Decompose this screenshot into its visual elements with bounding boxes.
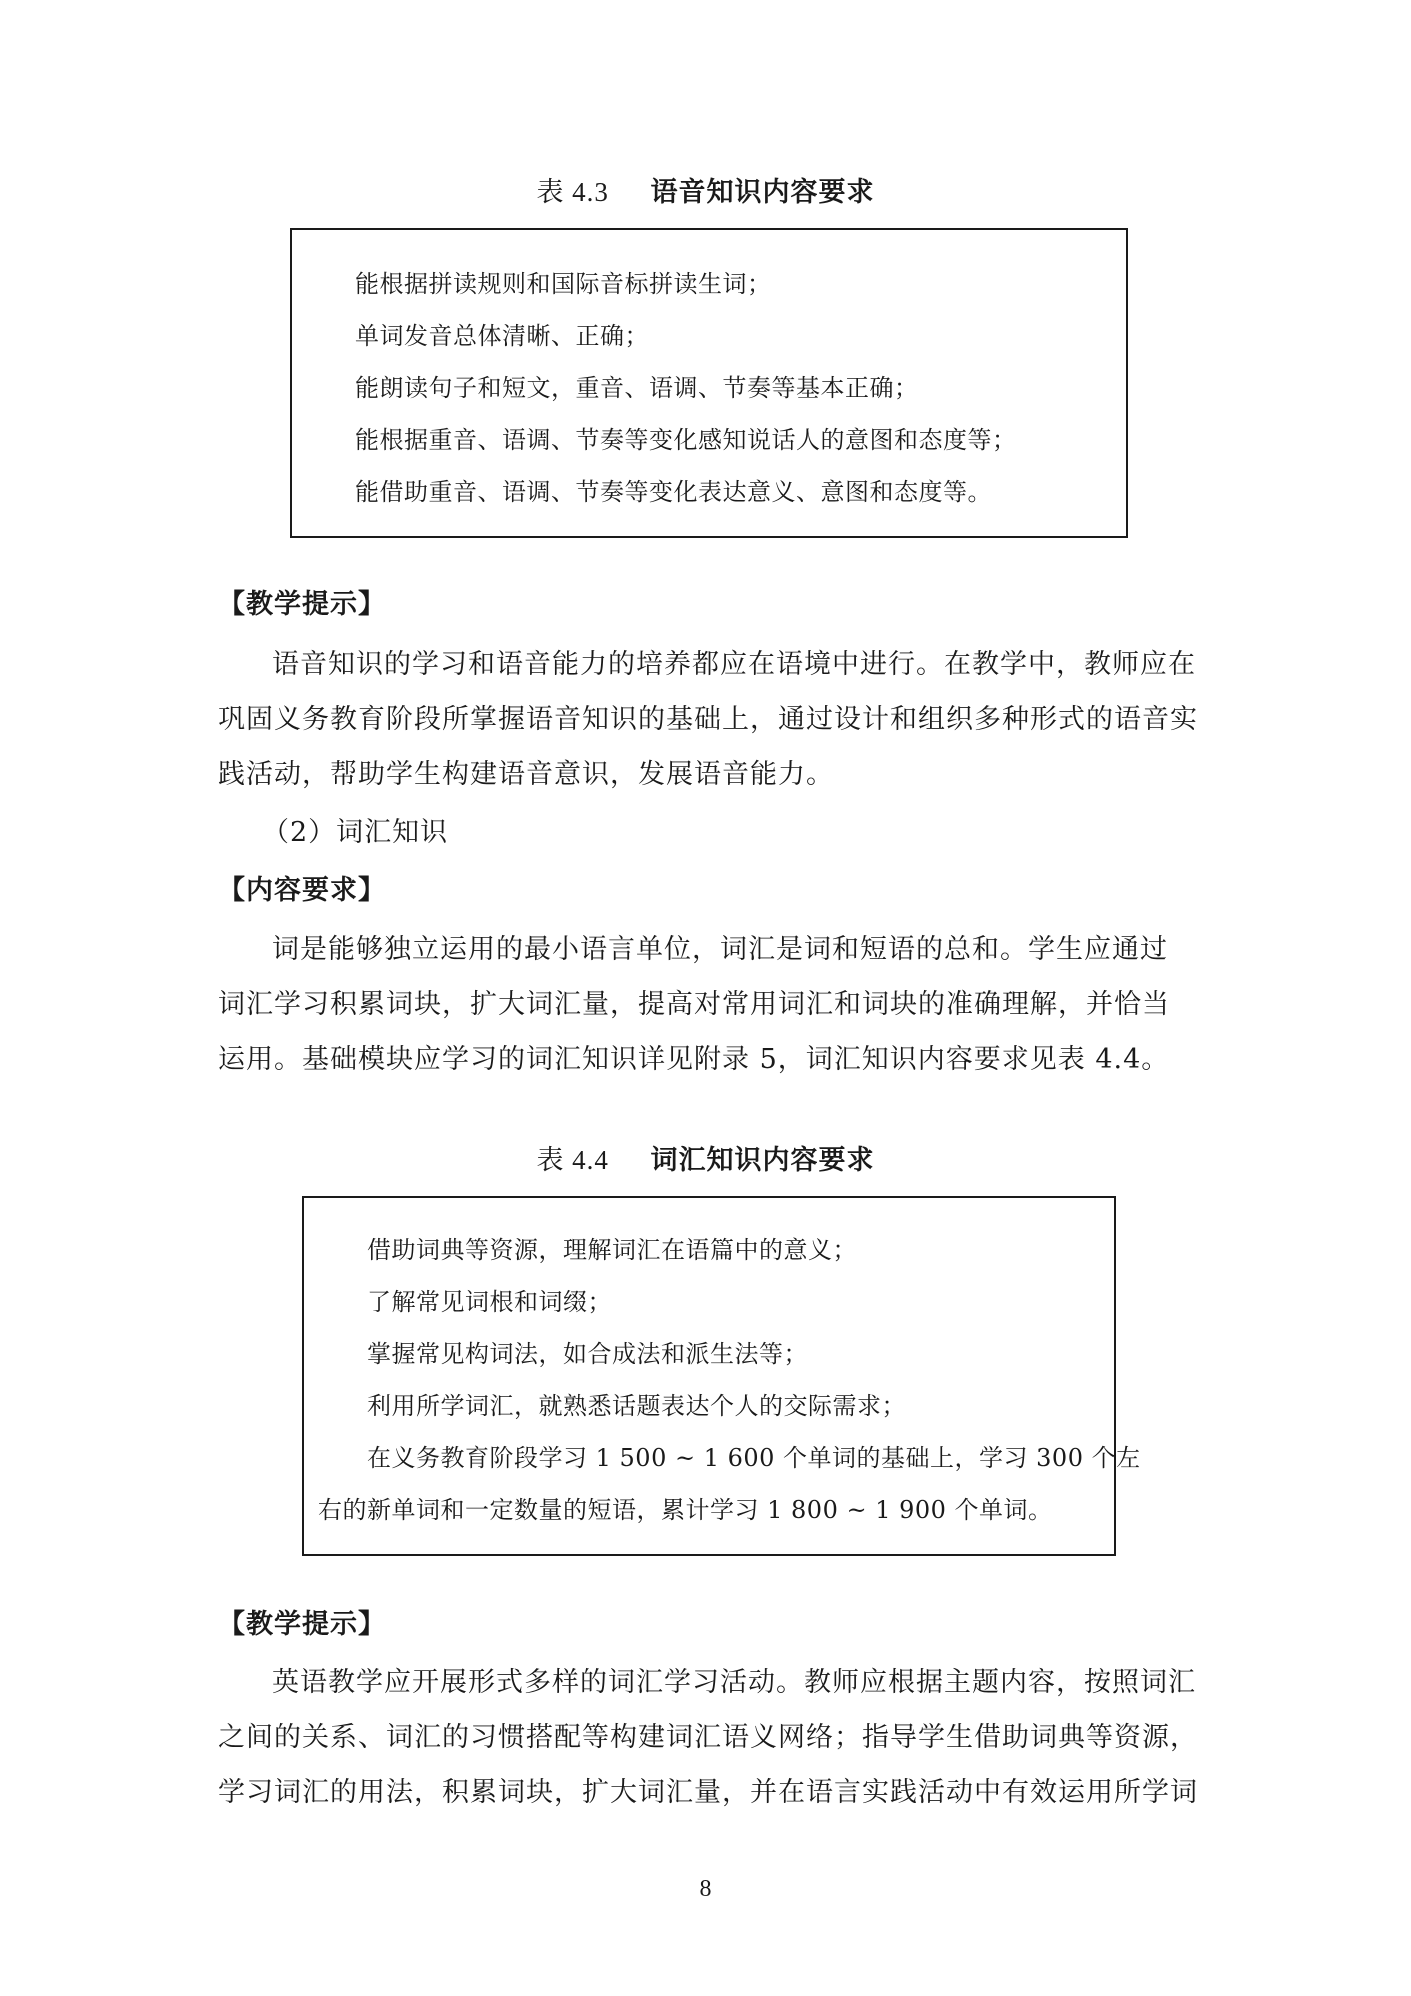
table-4-3-item: 能借助重音、语调、节奏等变化表达意义、意图和态度等。 [355,478,992,506]
table-4-4-box [302,1196,1141,1556]
paragraph-line: 语音知识的学习和语音能力的培养都应在语境中进行。在教学中，教师应在 [272,649,1196,680]
paragraph-line: 之间的关系、词汇的习惯搭配等构建词汇语义网络；指导学生借助词典等资源， [218,1722,1198,1753]
paragraph-line: 运用。基础模块应学习的词汇知识详见附录 5，词汇知识内容要求见表 4.4。 [218,1044,1170,1075]
table-4-3-item: 能根据拼读规则和国际音标拼读生词； [355,270,772,298]
table-4-4-number: 表 4.4 [536,1145,609,1175]
table-4-4-item: 右的新单词和一定数量的短语，累计学习 1 800 ~ 1 900 个单词。 [318,1496,1053,1524]
table-4-3-number: 表 4.3 [536,177,609,207]
paragraph-line: 践活动，帮助学生构建语音意识，发展语音能力。 [218,759,834,790]
paragraph-line: 词是能够独立运用的最小语言单位，词汇是词和短语的总和。学生应通过 [272,934,1168,965]
section-heading: 【内容要求】 [218,875,386,906]
table-4-4-item: 了解常见词根和词缀； [367,1288,612,1316]
table-4-3-item: 能根据重音、语调、节奏等变化感知说话人的意图和态度等； [355,426,1017,454]
paragraph-line: 巩固义务教育阶段所掌握语音知识的基础上，通过设计和组织多种形式的语音实 [218,704,1198,735]
table-4-4-title: 词汇知识内容要求 [650,1145,875,1176]
table-4-4-item: 掌握常见构词法，如合成法和派生法等； [367,1340,808,1368]
section-heading: 【教学提示】 [218,589,386,620]
subsection-title: （2）词汇知识 [262,817,449,848]
section-heading: 【教学提示】 [218,1609,386,1640]
table-4-3-box [290,228,1128,538]
table-4-4-item: 在义务教育阶段学习 1 500 ~ 1 600 个单词的基础上，学习 300 个左 [367,1444,1141,1472]
paragraph-line: 学习词汇的用法，积累词块，扩大词汇量，并在语言实践活动中有效运用所学词 [218,1777,1198,1808]
page-number: 8 [699,1876,712,1902]
paragraph-line: 英语教学应开展形式多样的词汇学习活动。教师应根据主题内容，按照词汇 [272,1667,1196,1698]
table-4-4-item: 借助词典等资源，理解词汇在语篇中的意义； [367,1236,857,1264]
table-4-3-item: 单词发音总体清晰、正确； [355,322,649,350]
table-4-3-title: 语音知识内容要求 [650,177,875,208]
table-4-3-item: 能朗读句子和短文，重音、语调、节奏等基本正确； [355,374,919,402]
paragraph-line: 词汇学习积累词块，扩大词汇量，提高对常用词汇和词块的准确理解，并恰当 [218,989,1170,1020]
table-4-4-item: 利用所学词汇，就熟悉话题表达个人的交际需求； [367,1392,906,1420]
table-4-4-caption [0,1138,1411,1177]
table-4-3-caption [0,170,1411,209]
